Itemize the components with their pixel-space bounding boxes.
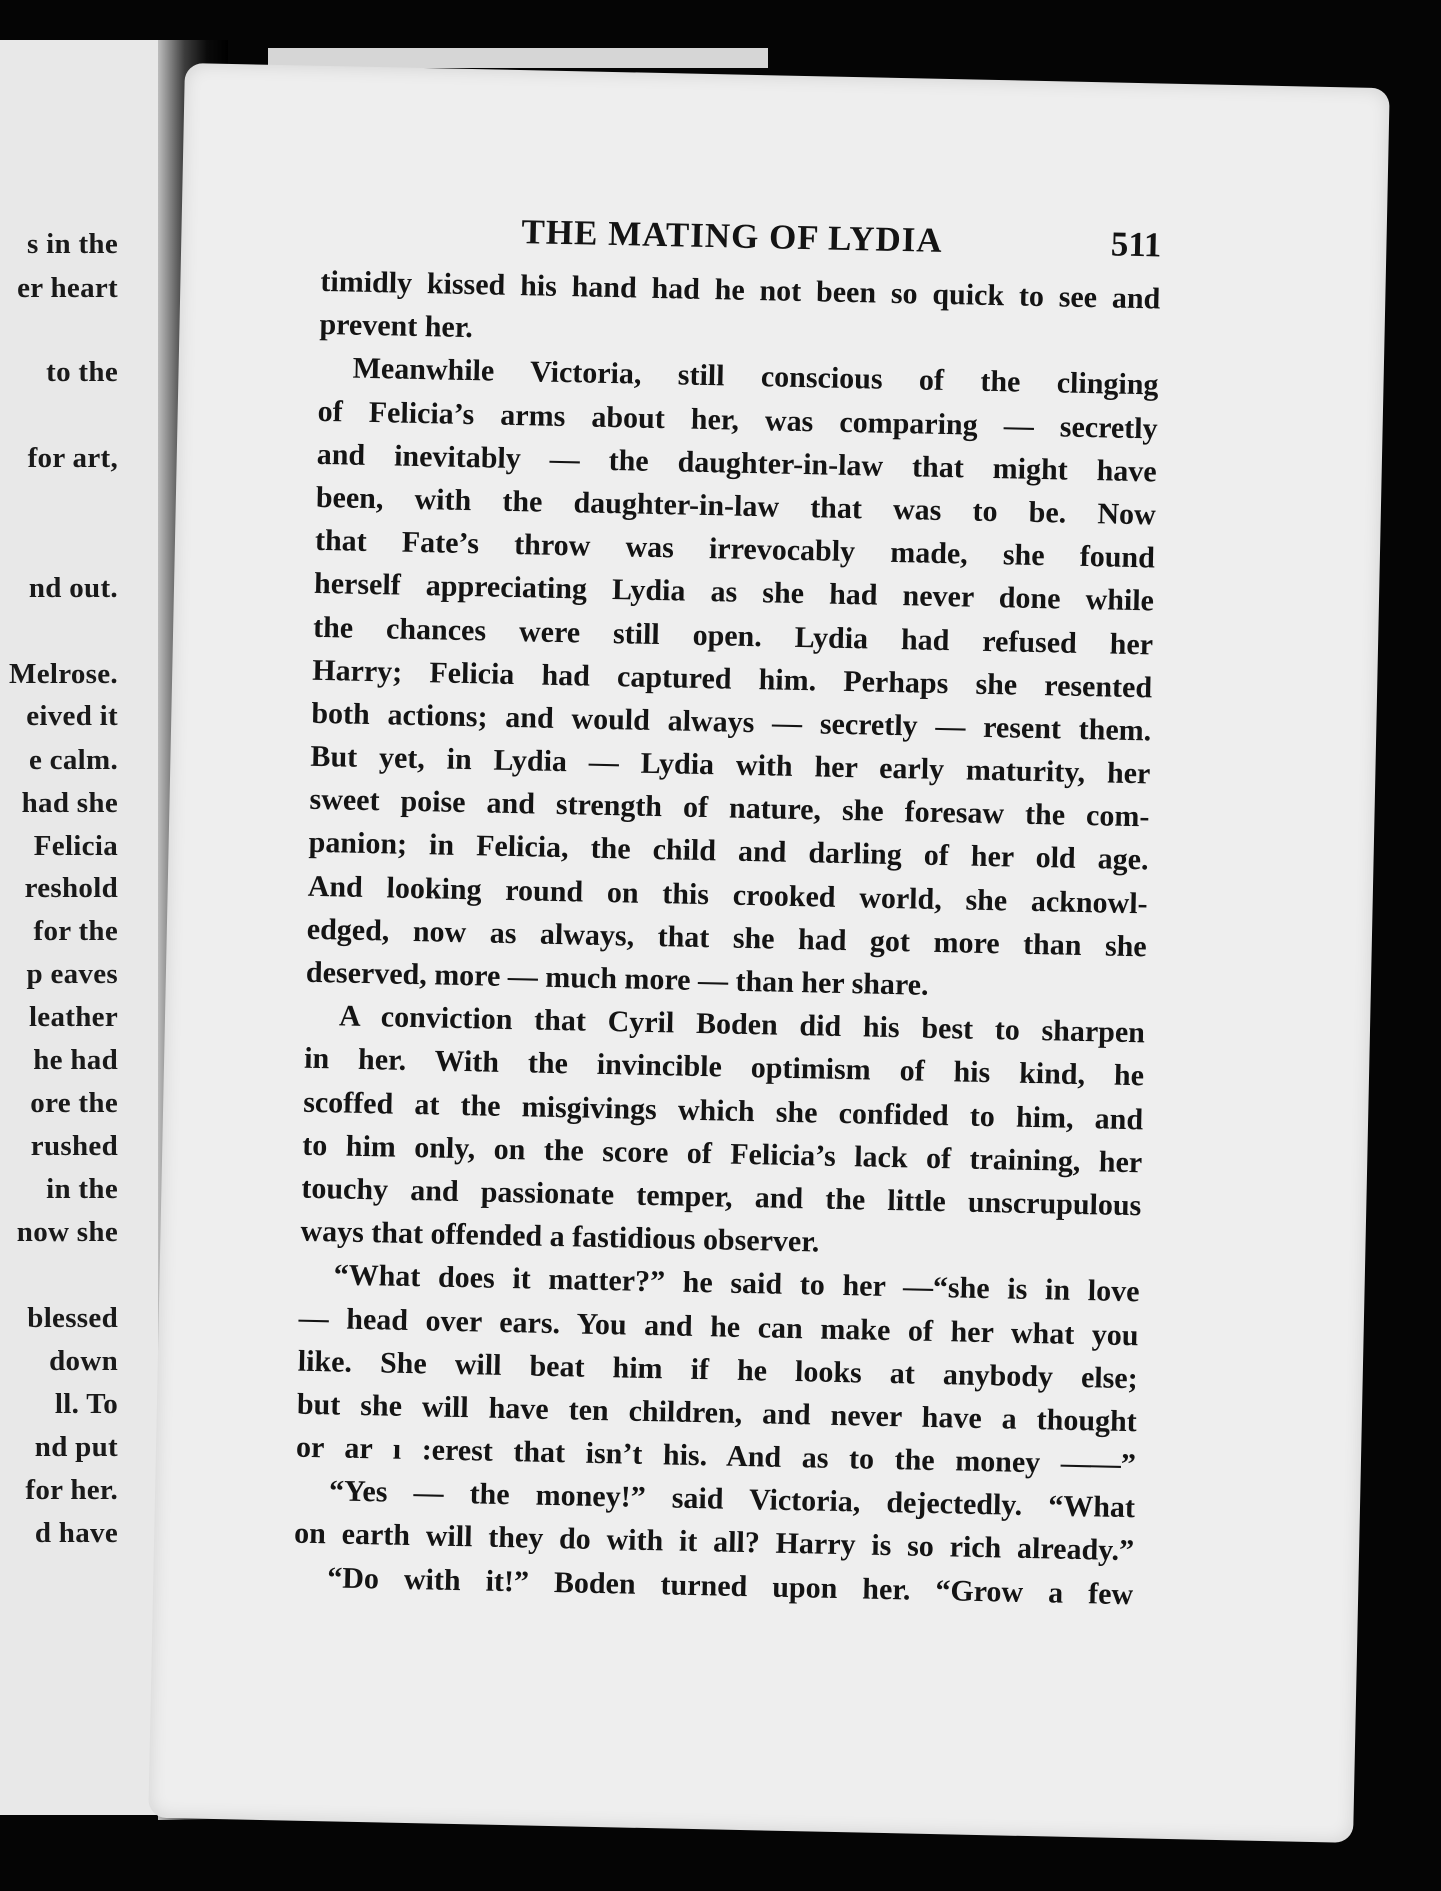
page-text-block	[293, 206, 1162, 1616]
book-page	[148, 63, 1389, 1843]
text-line: And looking round on this crooked world, she acknowl-	[307, 869, 1148, 920]
left-page-line: e calm.	[28, 744, 118, 776]
text-line: deserved, more — much more — than her share.	[305, 955, 929, 1002]
text-line: “Do with it!” Boden turned upon her. “Grow a few	[326, 1560, 1134, 1611]
left-page-line: nd out.	[28, 572, 118, 604]
text-line: to him only, on the score of Felicia’s lack of training, her	[302, 1128, 1143, 1180]
page-edge-strip	[268, 48, 768, 68]
text-line: but she will have ten children, and never have a thought	[296, 1387, 1138, 1439]
left-page-line: for art,	[27, 442, 118, 474]
left-page-line: down	[49, 1345, 118, 1377]
left-page-line: to the	[46, 356, 118, 388]
left-page-line: for her.	[25, 1474, 118, 1506]
text-line: “Yes — the money!” said Victoria, dejectedly. “What	[328, 1474, 1136, 1525]
text-line: panion; in Felicia, the child and darling of her old age.	[308, 826, 1149, 877]
running-title: THE MATING OF LYDIA	[521, 212, 944, 260]
left-page-line: rushed	[30, 1130, 118, 1162]
left-page-line: Felicia	[33, 830, 118, 862]
left-page-line: p eaves	[26, 958, 118, 990]
left-page-line: leather	[28, 1001, 118, 1033]
left-page-line: er heart	[17, 272, 118, 304]
left-page-line: in the	[46, 1173, 118, 1205]
text-line: been, with the daughter-in-law that was to be. Now	[315, 480, 1157, 532]
text-line: prevent her.	[319, 308, 474, 345]
text-line: both actions; and would always — secretly — resent them.	[311, 696, 1152, 748]
text-line: sweet poise and strength of nature, she foresaw the com-	[309, 783, 1150, 834]
left-page-line: eived it	[26, 700, 118, 732]
text-line: that Fate’s throw was irrevocably made, she found	[314, 523, 1156, 575]
body-text	[293, 260, 1161, 1616]
text-line: “What does it matter?” he said to her —“she is in love	[333, 1258, 1140, 1309]
text-line: edged, now as always, that she had got more than she	[306, 912, 1148, 964]
text-line: — head over ears. You and he can make of her what you	[298, 1301, 1139, 1352]
left-page-line: ll. To	[54, 1388, 118, 1420]
text-line: in her. With the invincible optimism of his kind, he	[303, 1042, 1145, 1093]
page-number: 511	[1110, 224, 1162, 265]
left-page-line: s in the	[26, 228, 118, 260]
page-header	[321, 206, 1162, 264]
text-line: of Felicia’s arms about her, was comparing — secretly	[317, 394, 1158, 446]
text-line: like. She will beat him if he looks at anybody else;	[297, 1344, 1139, 1395]
text-line: timidly kissed his hand had he not been so quick to see and	[320, 264, 1161, 316]
left-page-line: ore the	[30, 1087, 118, 1119]
text-line: herself appreciating Lydia as she had never done while	[313, 567, 1155, 618]
text-line: But yet, in Lydia — Lydia with her early maturity, her	[310, 739, 1151, 791]
left-page-line: nd put	[34, 1431, 118, 1463]
left-page-line: for the	[33, 915, 118, 947]
text-line: ways that offended a fastidious observer.	[300, 1214, 820, 1259]
left-page-line: Melrose.	[9, 658, 118, 690]
left-page-line: d have	[34, 1517, 118, 1549]
text-line: Harry; Felicia had captured him. Perhaps she resented	[311, 653, 1153, 705]
text-line: the chances were still open. Lydia had refused her	[312, 610, 1154, 661]
left-page-line: had she	[21, 787, 118, 819]
text-line: scoffed at the misgivings which she confided to him, and	[302, 1085, 1144, 1136]
text-line: touchy and passionate temper, and the little unscrupulous	[301, 1171, 1142, 1223]
left-page-line: blessed	[27, 1302, 118, 1334]
text-line: A conviction that Cyril Boden did his best to sharpen	[338, 999, 1146, 1050]
text-line: Meanwhile Victoria, still conscious of the clinging	[352, 351, 1159, 402]
left-page-line: reshold	[24, 872, 118, 904]
left-page-line: he had	[33, 1044, 118, 1076]
left-page-line: now she	[16, 1216, 118, 1248]
text-line: or ar ı :erest that isn’t his. And as to the money ——”	[295, 1430, 1137, 1482]
text-line: on earth will they do with it all? Harry is so rich already.”	[293, 1517, 1135, 1568]
text-line: and inevitably — the daughter-in-law that might have	[316, 437, 1157, 489]
